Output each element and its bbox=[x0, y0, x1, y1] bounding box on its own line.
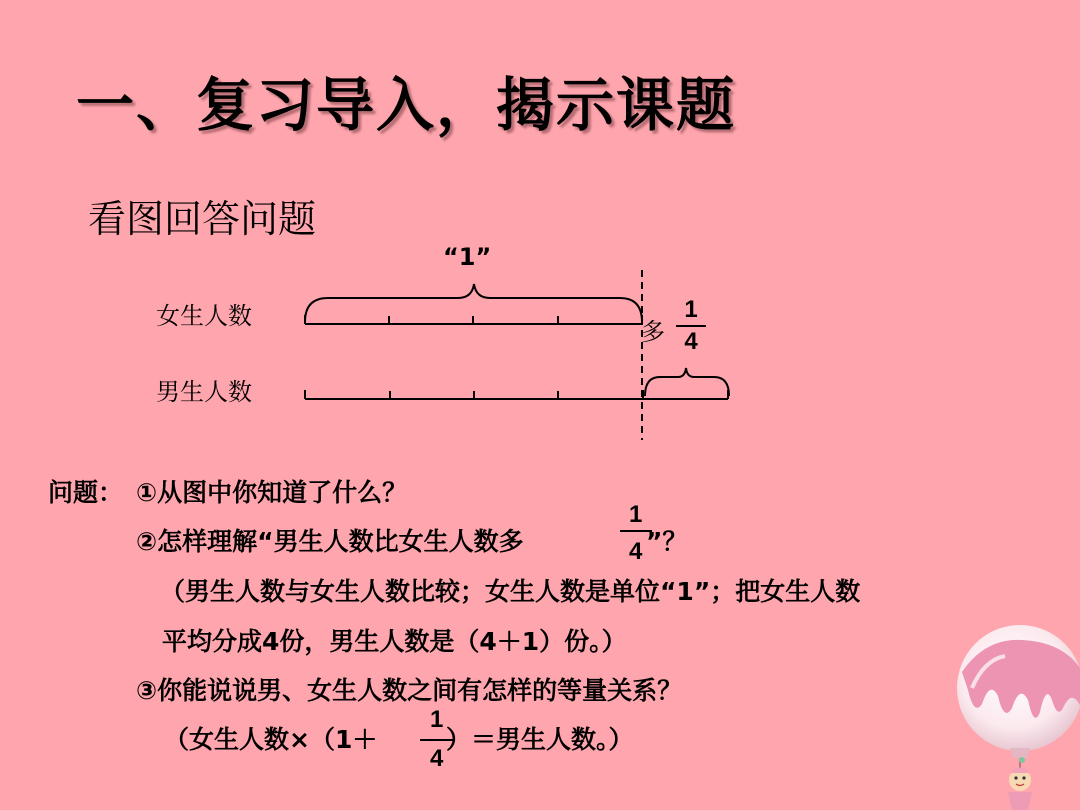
slide-subtitle: 看图回答问题 bbox=[88, 197, 317, 241]
question-1: ①从图中你知道了什么？ bbox=[136, 478, 408, 507]
question-3: ③你能说说男、女生人数之间有怎样的等量关系？ bbox=[136, 676, 683, 705]
q2-fraction-denominator: 4 bbox=[629, 538, 643, 565]
girls-count-label: 女生人数 bbox=[156, 302, 252, 330]
diagram-fraction-denominator: 4 bbox=[684, 328, 698, 355]
unit-one-label: “1” bbox=[443, 243, 492, 271]
answer-2-line-2: 平均分成4份，男生人数是（4＋1）份。） bbox=[162, 627, 627, 656]
a3-fraction-numerator: 1 bbox=[430, 706, 444, 733]
question-2-text: ②怎样理解“男生人数比女生人数多 bbox=[136, 527, 524, 556]
question-prefix: 问题： bbox=[48, 478, 124, 507]
a3-fraction-denominator: 4 bbox=[430, 745, 444, 772]
answer-2-line-1: （男生人数与女生人数比较；女生人数是单位“1”；把女生人数 bbox=[160, 577, 861, 606]
slide-title: 一、复习导入，揭示课题 bbox=[76, 71, 737, 139]
boys-count-label: 男生人数 bbox=[156, 378, 252, 406]
answer-3-text: （女生人数×（1＋ bbox=[164, 725, 378, 754]
more-label: 多 bbox=[641, 318, 665, 346]
q2-fraction-numerator: 1 bbox=[629, 501, 643, 528]
balloon-icon bbox=[957, 625, 1080, 810]
answer-3-end: ）＝男生人数。） bbox=[446, 725, 634, 754]
diagram-fraction-numerator: 1 bbox=[684, 296, 698, 323]
question-2-end: ”？ bbox=[646, 527, 688, 556]
